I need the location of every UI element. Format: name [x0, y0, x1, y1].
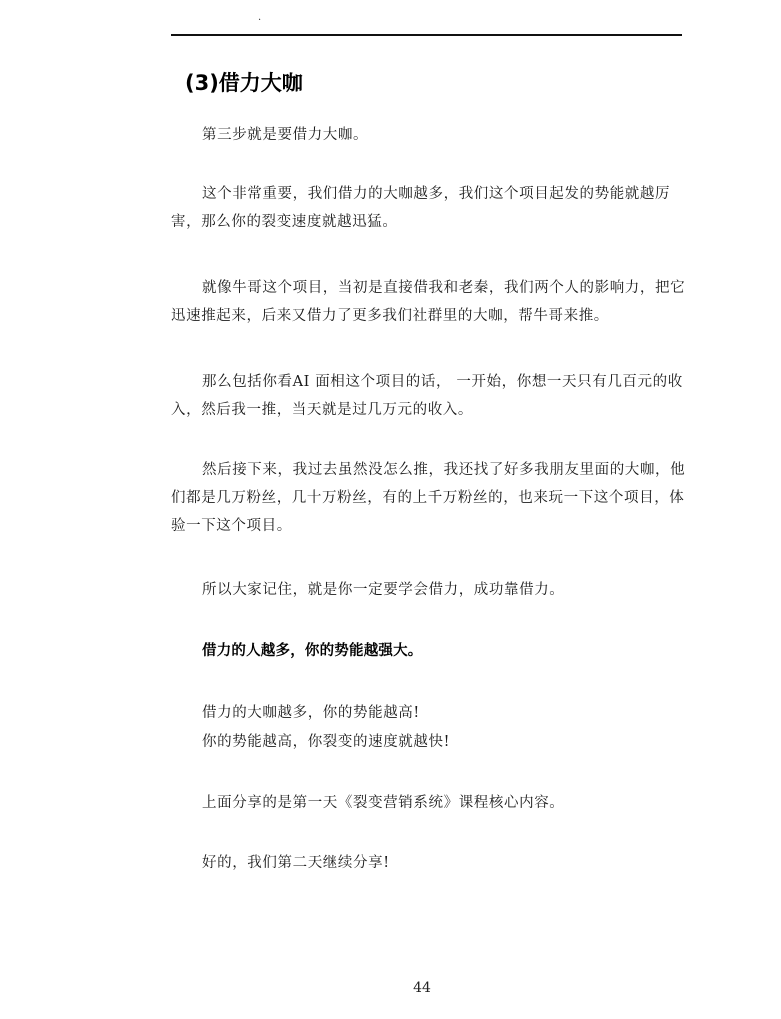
paragraph-friends-influencers: 然后接下来，我过去虽然没怎么推，我还找了好多我朋友里面的大咖，他们都是几万粉丝，几十万粉丝，有的上千万粉丝的，也来玩一下这个项目，体验一下这个项目。 [171, 462, 686, 534]
paragraph-niuge-example: 就像牛哥这个项目，当初是直接借我和老秦，我们两个人的影响力，把它迅速推起来，后来又借力了更多我们社群里的大咖，帮牛哥来推。 [171, 280, 686, 324]
paragraph-bold-key-point: 借力的人越多，你的势能越强大。 [202, 643, 423, 659]
paragraph-summary: 上面分享的是第一天《裂变营销系统》课程核心内容。 [202, 795, 565, 811]
paragraph-momentum-higher: 借力的大咖越多，你的势能越高! [202, 705, 420, 721]
section-title: (3)借力大咖 [185, 71, 303, 95]
paragraph-ai-example: 那么包括你看AI 面相这个项目的话， 一开始，你想一天只有几百元的收入，然后我一推，当天就是过几万元的收入。 [171, 374, 683, 418]
header-rule [171, 34, 682, 36]
paragraph-step-three: 第三步就是要借力大咖。 [202, 127, 369, 143]
paragraph-fission-faster: 你的势能越高，你裂变的速度就越快! [202, 734, 451, 750]
paragraph-closing: 好的，我们第二天继续分享! [202, 855, 390, 871]
paragraph-importance: 这个非常重要，我们借力的大咖越多，我们这个项目起发的势能就越厉害，那么你的裂变速度就越迅猛。 [171, 186, 671, 230]
header-mark: . [258, 12, 262, 23]
paragraph-remember: 所以大家记住，就是你一定要学会借力，成功靠借力。 [202, 582, 565, 598]
page-number: 44 [413, 980, 431, 996]
